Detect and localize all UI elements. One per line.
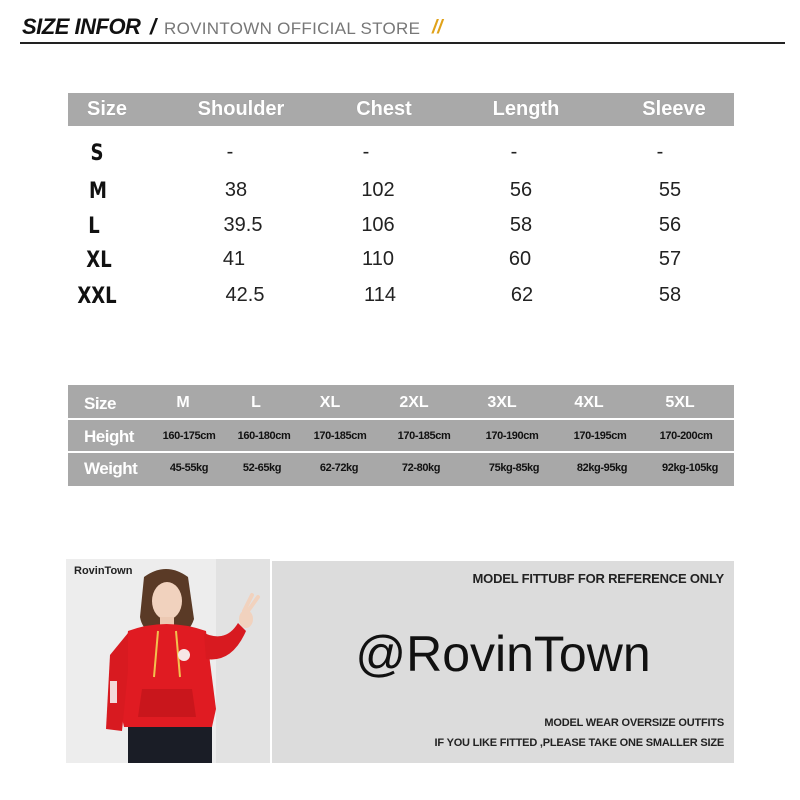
height-value: 170-190cm [485, 430, 539, 442]
table-row [0, 179, 800, 209]
header-divider [20, 42, 785, 44]
column-header-shoulder: Shoulder [197, 98, 285, 120]
table-row [0, 141, 800, 171]
model-photo [66, 559, 270, 763]
model-info-panel [272, 561, 734, 763]
size-label: XL [86, 248, 112, 273]
height-value: 170-200cm [659, 430, 713, 442]
weight-value: 82kg-95kg [576, 462, 628, 474]
height-value: 170-195cm [573, 430, 627, 442]
size-label: L [88, 214, 100, 239]
size-row-label: Size [84, 394, 117, 413]
fit-size-header: XL [319, 394, 341, 411]
weight-value: 62-72kg [319, 462, 359, 474]
length-value: 62 [510, 284, 534, 306]
table-row [0, 248, 800, 278]
size-advice-note: IF YOU LIKE FITTED ,PLEASE TAKE ONE SMALLER SIZE [434, 737, 724, 749]
shoulder-value: 42.5 [225, 284, 265, 306]
size-chart-header [68, 93, 734, 126]
weight-row-label: Weight [84, 459, 138, 478]
fit-size-header: 5XL [665, 394, 695, 411]
oversize-note: MODEL WEAR OVERSIZE OUTFITS [544, 717, 724, 729]
store-name: ROVINTOWN OFFICIAL STORE [164, 19, 421, 38]
photo-watermark: RovinTown [74, 565, 133, 577]
shoulder-value: - [226, 141, 234, 163]
weight-value: 75kg-85kg [488, 462, 540, 474]
table-row [0, 214, 800, 244]
fit-size-header: L [251, 394, 261, 411]
chest-value: - [362, 141, 370, 163]
fit-size-header: 3XL [487, 394, 517, 411]
shoulder-value: 41 [222, 248, 246, 270]
sleeve-value: 55 [658, 179, 682, 201]
model-figure-icon [66, 559, 270, 763]
column-header-size: Size [86, 98, 128, 120]
chest-value: 114 [364, 284, 396, 306]
chest-value: 110 [362, 248, 394, 270]
column-header-length: Length [492, 98, 560, 120]
accent-mark: // [432, 17, 443, 38]
height-value: 160-180cm [237, 430, 291, 442]
height-row-label: Height [84, 427, 134, 446]
page-title: SIZE INFOR [22, 14, 141, 39]
fitting-note: MODEL FITTUBF FOR REFERENCE ONLY [472, 571, 724, 586]
row-divider [68, 418, 734, 420]
sleeve-value: 58 [658, 284, 682, 306]
weight-value: 92kg-105kg [662, 462, 718, 474]
shoulder-value: 38 [224, 179, 248, 201]
size-label: XXL [77, 284, 117, 309]
size-label: S [90, 141, 104, 166]
length-value: 60 [508, 248, 532, 270]
length-value: - [510, 141, 518, 163]
weight-value: 72-80kg [401, 462, 441, 474]
sleeve-value: - [656, 141, 664, 163]
fit-size-header: 2XL [399, 394, 429, 411]
table-row [0, 284, 800, 314]
length-value: 58 [509, 214, 533, 236]
chest-value: 102 [361, 179, 395, 201]
weight-value: 52-65kg [242, 462, 282, 474]
sleeve-value: 56 [658, 214, 682, 236]
height-value: 160-175cm [162, 430, 216, 442]
title-separator: / [150, 14, 157, 39]
fit-chart [68, 385, 734, 486]
sleeve-value: 57 [658, 248, 682, 270]
column-header-chest: Chest [356, 98, 412, 120]
column-header-sleeve: Sleeve [642, 98, 706, 120]
chest-value: 106 [361, 214, 395, 236]
brand-handle: @RovinTown [355, 626, 651, 682]
fit-size-header: 4XL [574, 394, 604, 411]
shoulder-value: 39.5 [223, 214, 263, 236]
fit-size-header: M [176, 394, 190, 411]
length-value: 56 [509, 179, 533, 201]
weight-value: 45-55kg [169, 462, 209, 474]
row-divider [68, 451, 734, 453]
height-value: 170-185cm [397, 430, 451, 442]
height-value: 170-185cm [313, 430, 367, 442]
size-label: M [89, 179, 107, 204]
